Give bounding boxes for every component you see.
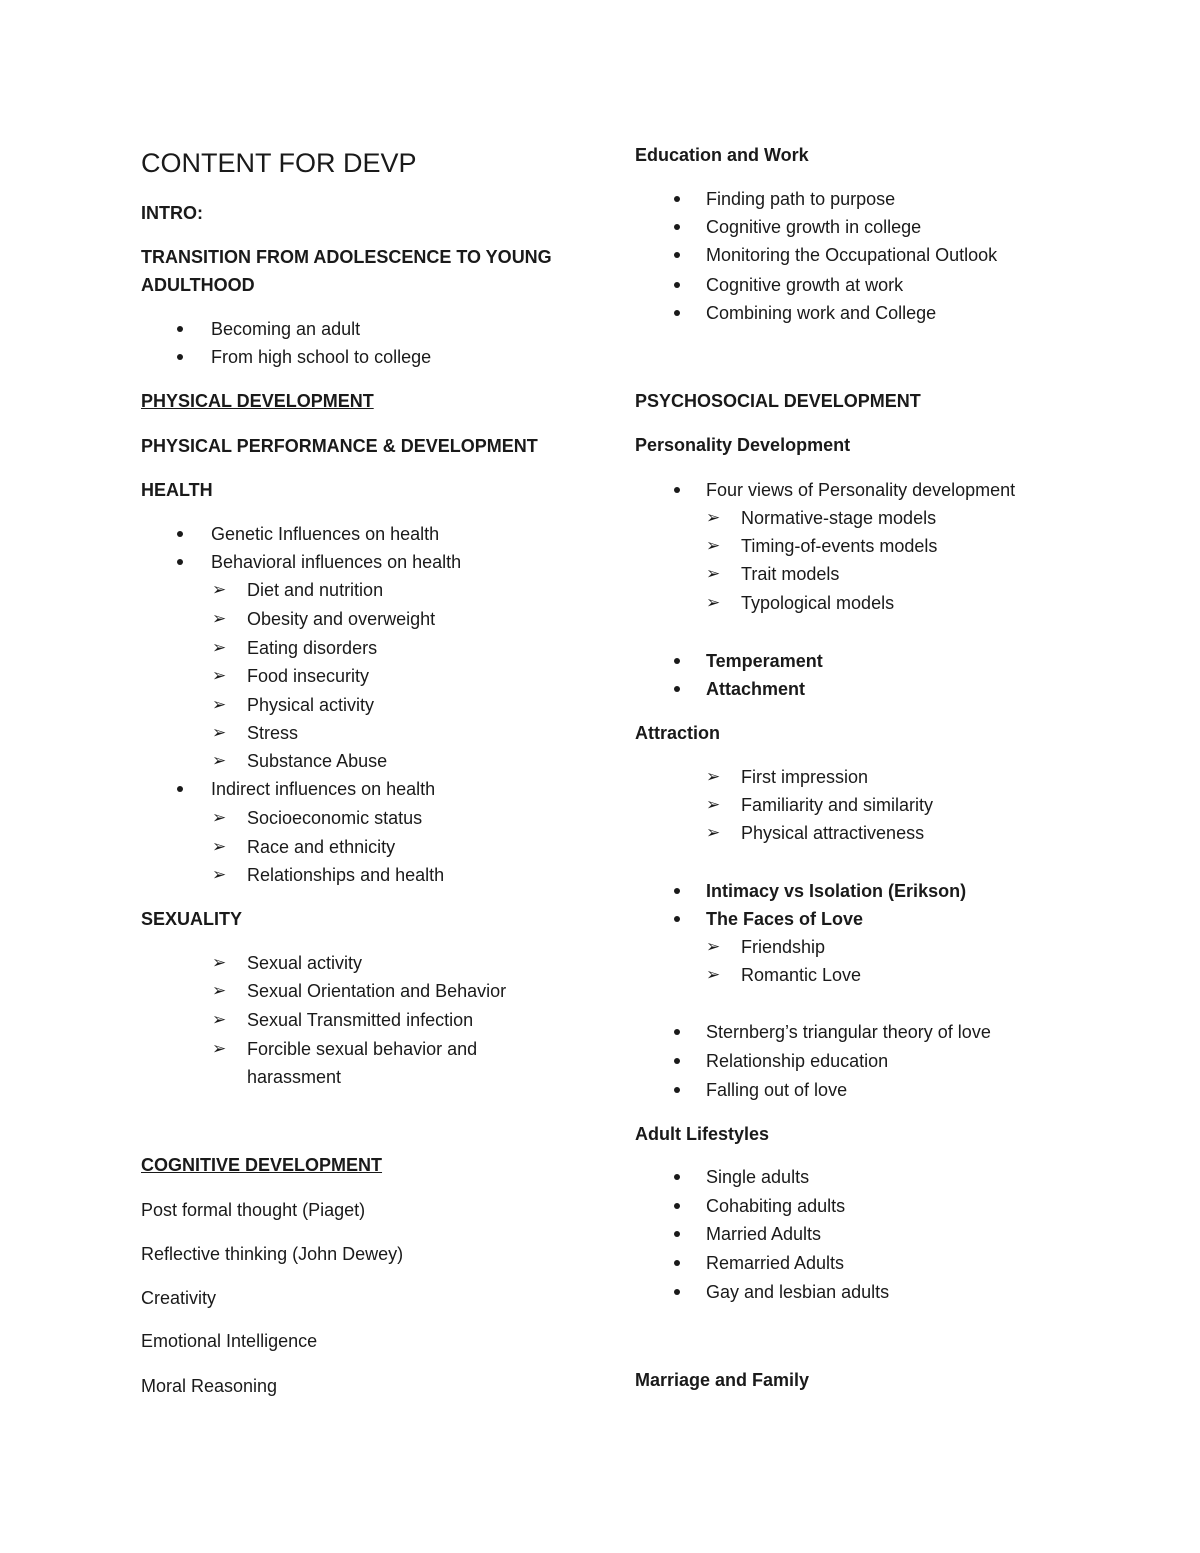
sub-list-item: Food insecurity <box>247 666 370 686</box>
bullet-icon <box>674 1289 680 1295</box>
heading-attraction: Attraction <box>635 723 720 743</box>
document-title: CONTENT FOR DEVP <box>141 148 417 178</box>
paragraph-item: Post formal thought (Piaget) <box>141 1200 366 1220</box>
arrow-bullet-icon: ➢ <box>212 865 227 885</box>
sub-list-item: Diet and nutrition <box>247 580 384 600</box>
sub-list-item: First impression <box>741 767 869 787</box>
heading-physical-performance: PHYSICAL PERFORMANCE & DEVELOPMENT <box>141 436 538 456</box>
bullet-icon <box>674 916 680 922</box>
bullet-icon <box>177 354 183 360</box>
arrow-bullet-icon: ➢ <box>706 536 721 556</box>
list-item: Becoming an adult <box>211 319 361 339</box>
heading-sexuality: SEXUALITY <box>141 909 243 929</box>
bullet-icon <box>177 531 183 537</box>
arrow-bullet-icon: ➢ <box>212 981 227 1001</box>
bullet-icon <box>674 1203 680 1209</box>
heading-adult-lifestyles: Adult Lifestyles <box>635 1124 770 1144</box>
bullet-icon <box>177 559 183 565</box>
heading-education-work: Education and Work <box>635 145 809 165</box>
sub-list-item: Relationships and health <box>247 865 445 885</box>
sub-list-item: Socioeconomic status <box>247 808 423 828</box>
sub-list-item: Physical attractiveness <box>741 823 925 843</box>
list-item: Genetic Influences on health <box>211 524 440 544</box>
bullet-icon <box>674 1029 680 1035</box>
arrow-bullet-icon: ➢ <box>706 965 721 985</box>
arrow-bullet-icon: ➢ <box>706 593 721 613</box>
list-item: Finding path to purpose <box>706 189 896 209</box>
heading-transition-line1: TRANSITION FROM ADOLESCENCE TO YOUNG <box>141 247 552 267</box>
paragraph-item: Reflective thinking (John Dewey) <box>141 1244 404 1264</box>
heading-physical-development: PHYSICAL DEVELOPMENT <box>141 391 374 411</box>
sub-list-item: Sexual Transmitted infection <box>247 1010 474 1030</box>
bullet-icon <box>674 282 680 288</box>
list-item: Indirect influences on health <box>211 779 436 799</box>
list-item: Cognitive growth in college <box>706 217 922 237</box>
list-item: Remarried Adults <box>706 1253 845 1273</box>
arrow-bullet-icon: ➢ <box>212 751 227 771</box>
bullet-icon <box>674 487 680 493</box>
sub-list-item: Obesity and overweight <box>247 609 436 629</box>
list-item-bold: Temperament <box>706 651 823 671</box>
arrow-bullet-icon: ➢ <box>212 609 227 629</box>
bullet-icon <box>674 310 680 316</box>
sub-list-item: Trait models <box>741 564 840 584</box>
paragraph-item: Moral Reasoning <box>141 1376 278 1396</box>
sub-list-item: Sexual activity <box>247 953 363 973</box>
heading-marriage-family: Marriage and Family <box>635 1370 810 1390</box>
list-item: Monitoring the Occupational Outlook <box>706 245 998 265</box>
list-item-bold: Intimacy vs Isolation (Erikson) <box>706 881 967 901</box>
bullet-icon <box>674 686 680 692</box>
arrow-bullet-icon: ➢ <box>212 953 227 973</box>
sub-list-item: Familiarity and similarity <box>741 795 934 815</box>
list-item: Sternberg’s triangular theory of love <box>706 1022 991 1042</box>
bullet-icon <box>674 1174 680 1180</box>
sub-list-item: Forcible sexual behavior and <box>247 1039 478 1059</box>
arrow-bullet-icon: ➢ <box>706 508 721 528</box>
arrow-bullet-icon: ➢ <box>212 666 227 686</box>
sub-list-item: Typological models <box>741 593 895 613</box>
arrow-bullet-icon: ➢ <box>706 564 721 584</box>
arrow-bullet-icon: ➢ <box>706 937 721 957</box>
arrow-bullet-icon: ➢ <box>212 638 227 658</box>
heading-health: HEALTH <box>141 480 213 500</box>
arrow-bullet-icon: ➢ <box>706 795 721 815</box>
heading-intro: INTRO: <box>141 203 203 223</box>
arrow-bullet-icon: ➢ <box>212 808 227 828</box>
sub-list-item: Physical activity <box>247 695 375 715</box>
arrow-bullet-icon: ➢ <box>212 580 227 600</box>
bullet-icon <box>674 1058 680 1064</box>
arrow-bullet-icon: ➢ <box>706 823 721 843</box>
arrow-bullet-icon: ➢ <box>212 723 227 743</box>
sub-list-item: Sexual Orientation and Behavior <box>247 981 507 1001</box>
list-item: Falling out of love <box>706 1080 848 1100</box>
sub-list-item: Timing-of-events models <box>741 536 938 556</box>
arrow-bullet-icon: ➢ <box>212 837 227 857</box>
sub-list-item: Romantic Love <box>741 965 862 985</box>
paragraph-item: Creativity <box>141 1288 217 1308</box>
list-item: Single adults <box>706 1167 810 1187</box>
bullet-icon <box>674 1231 680 1237</box>
sub-list-item: Eating disorders <box>247 638 378 658</box>
sub-list-item: Substance Abuse <box>247 751 388 771</box>
list-item: Married Adults <box>706 1224 822 1244</box>
heading-transition-line2: ADULTHOOD <box>141 275 255 295</box>
list-item: Cohabiting adults <box>706 1196 846 1216</box>
sub-list-item: Race and ethnicity <box>247 837 396 857</box>
heading-cognitive-development: COGNITIVE DEVELOPMENT <box>141 1155 383 1175</box>
bullet-icon <box>674 888 680 894</box>
list-item: From high school to college <box>211 347 432 367</box>
list-item: Combining work and College <box>706 303 937 323</box>
list-item: Behavioral influences on health <box>211 552 462 572</box>
sub-list-item: Friendship <box>741 937 826 957</box>
sub-list-item: Normative-stage models <box>741 508 937 528</box>
arrow-bullet-icon: ➢ <box>212 1010 227 1030</box>
bullet-icon <box>674 1260 680 1266</box>
bullet-icon <box>674 658 680 664</box>
bullet-icon <box>674 1087 680 1093</box>
list-item: Cognitive growth at work <box>706 275 904 295</box>
list-item-bold: The Faces of Love <box>706 909 864 929</box>
bullet-icon <box>177 786 183 792</box>
paragraph-item: Emotional Intelligence <box>141 1331 318 1351</box>
bullet-icon <box>674 196 680 202</box>
sub-list-item: Stress <box>247 723 299 743</box>
heading-psychosocial: PSYCHOSOCIAL DEVELOPMENT <box>635 391 921 411</box>
list-item: Relationship education <box>706 1051 889 1071</box>
list-item: Gay and lesbian adults <box>706 1282 890 1302</box>
arrow-bullet-icon: ➢ <box>212 695 227 715</box>
arrow-bullet-icon: ➢ <box>706 767 721 787</box>
sub-list-item-continuation: harassment <box>247 1067 342 1087</box>
bullet-icon <box>674 224 680 230</box>
arrow-bullet-icon: ➢ <box>212 1039 227 1059</box>
bullet-icon <box>177 326 183 332</box>
list-item: Four views of Personality development <box>706 480 1016 500</box>
heading-personality: Personality Development <box>635 435 851 455</box>
list-item-bold: Attachment <box>706 679 806 699</box>
bullet-icon <box>674 252 680 258</box>
